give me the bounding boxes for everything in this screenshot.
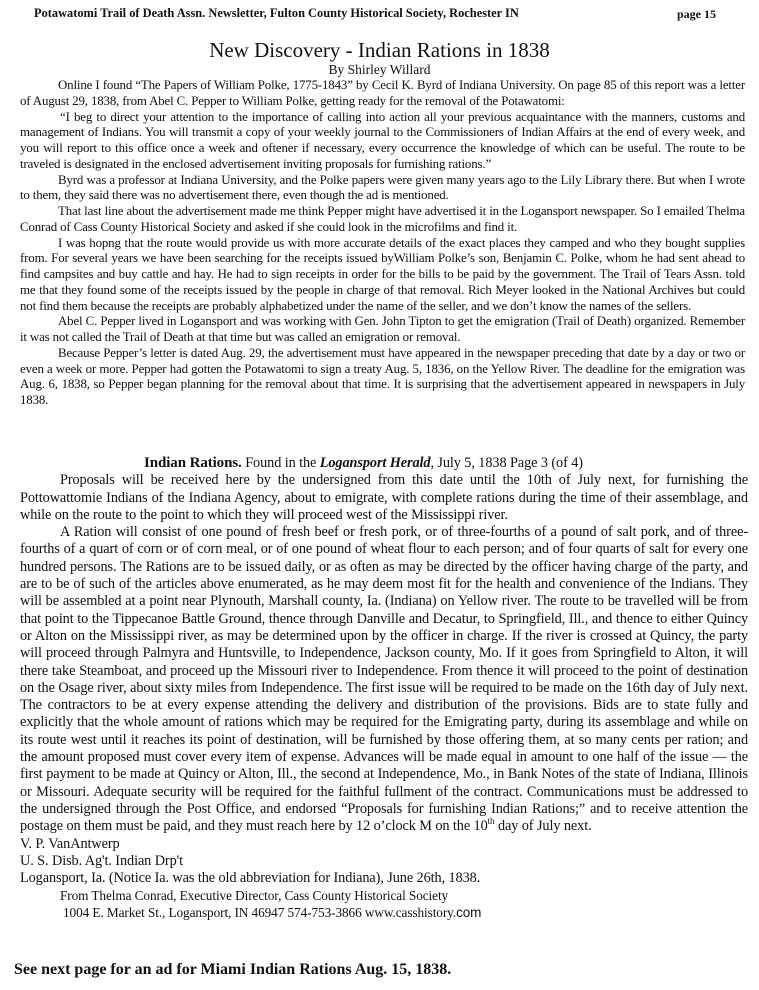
source-address-text: 1004 E. Market St., Logansport, IN 46947 574-753-3866 www.casshistory.	[63, 905, 457, 921]
signature-name: V. P. VanAntwerp	[20, 835, 120, 852]
article-body	[20, 78, 745, 409]
article-paragraph: Abel C. Pepper lived in Logansport and was working with Gen. John Tipton to get the emigration (Trail of Death) organized. Remember it was not called the Trail of Death at that time but was called an emigration or removal.	[20, 314, 745, 344]
article-paragraph: Online I found “The Papers of William Polke, 1775-1843” by Cecil K. Byrd of Indiana University. On page 85 of this report was a letter of August 29, 1838, from Abel C. Pepper to William Polke, getting ready for the removal of the Potawatomi:	[20, 78, 745, 108]
newspaper-name: Logansport Herald	[319, 455, 431, 471]
see-next-page-note: See next page for an ad for Miami Indian Rations Aug. 15, 1838.	[14, 961, 452, 978]
rations-body	[20, 524, 748, 835]
article-paragraph: Byrd was a professor at Indiana University, and the Polke papers were given many years ago to the Lily Library there. But when I wrote to them, they said there was no advertisement there, even though the ad is mentioned.	[20, 172, 745, 203]
page-header	[0, 4, 759, 24]
rations-date-info: , July 5, 1838 Page 3 (of 4)	[430, 455, 583, 471]
rations-body-end: day of July next.	[494, 818, 592, 835]
article-paragraph: I was hopng that the route would provide us with more accurate details of the exact places they camped and who they bought supplies from. For several years we have been searching for the receipts issued byWilliam Polke’s son, Benjamin C. Polke, whom he had sent ahead to find campsites and buy cattle and hay. He had to sign receipts in order for the bills to be paid by the government. The Trail of Tears Assn. told me that they found some of the receipts issued by the people in charge of that removal. Rich Meyer looked in the National Archives but could not find them because the receipts are probably alphabetized under the name of the seller, and we don’t know the names of the sellers.	[20, 235, 745, 313]
rations-intro: Proposals will be received here by the undersigned from this date until the 10th of July next, for furnishing the Pottowattomie Indians of the Indiana Agency, about to emigrate, with complete rations during the time of their assemblage, and while on the route to the point to which they will proceed west of the Mississippi river.	[20, 472, 748, 523]
source-url-suffix: com	[456, 905, 482, 921]
article-paragraph: Because Pepper’s letter is dated Aug. 29, the advertisement must have appeared in the newspaper preceding that date by a day or two or even a week or more. Pepper had gotten the Potawatomi to sign a treaty Aug. 5, 1836, on the Yellow River. The deadline for the emigration was Aug. 6, 1838, so Pepper began planning for the removal about that time. It is surprising that the advertisement appeared in newspapers in July 1838.	[20, 345, 745, 407]
newsletter-title: Potawatomi Trail of Death Assn. Newsletter, Fulton County Historical Society, Rochester IN	[34, 6, 519, 20]
page-number: page 15	[677, 7, 716, 21]
article-title: New Discovery - Indian Rations in 1838	[209, 38, 550, 62]
article-byline: By Shirley Willard	[328, 62, 431, 77]
rations-body-main: A Ration will consist of one pound of fresh beef or fresh pork, or of three-fourths of a pound of salt pork, and of three-fourths of a quart of corn or of corn meal, or of one pound of wheat flour to each person; and of four quarts of salt for every one hundred persons. The Rations are to be issued daily, or as often as may be directed by the officer having charge of the party, and are to be of such of the articles above enumerated, as he may deem most fit for the health and convenience of the Indians. They will be assembled at a point near Plynouth, Marshall county, Ia. (Indiana) on Yellow river. The route to be travelled will be from that point to the Tippecanoe Battle Ground, thence through Danville and Decatur, to Springfield, Ill., and thence to either Quincy or Alton on the Mississippi river, as may be determined upon by the officer in charge. If the river is crossed at Quincy, the party will proceed through Palmyra and Huntsville, to Independence, Jackson county, Mo. If it goes from Springfield to Alton, it will there take Steamboat, and proceed up the Missouri river to Independence. From thence it will proceed to the point of destination on the Osage river, about sixty miles from Independence. The first issue will be required to be made on the 16th day of July next. The contractors to be at every expense attending the delivery and distribution of the provisions. Bids are to state fully and explicitly that the whole amount of rations which may be required for the Emigrating party, during its assemblage and while on its route west until it reaches its point of destination, will be furnished by those offering them, at so many cents per ration; and the amount proposed must cover every item of expense. Advances will be made equal in amount to one half of the issue — the first payment to be made at Quincy or Alton, Ill., the second at Independence, Mo., in Bank Notes of the state of Indiana, Illinois or Missouri. Adequate security will be required for the faithful fullment of the contract. Communications must be addressed to the undersigned through the Post Office, and endorsed “Proposals for furnishing Indian Rations;” and to receive attention the postage on them must be paid, and they must reach here by 12 o’clock M on the 10	[20, 524, 748, 835]
article-quote: “I beg to direct your attention to the importance of calling into action all your previous acquaintance with the manners, customs and management of Indians. You will transmit a copy of your weekly journal to the Commissioners of Indian Affairs at the end of every week, and you will report to this office once a week and oftener if necessary, every occurrence the knowledge of which can be useful. The route to be traveled is designated in the enclosed advertisement inviting proposals for furnishing rations.”	[20, 109, 745, 171]
rations-body-sup: th	[487, 816, 495, 827]
rations-heading: Indian Rations.	[144, 455, 242, 471]
source-address	[20, 904, 748, 921]
rations-found-in: Found in the	[241, 455, 320, 471]
signature-place-date: Logansport, Ia. (Notice Ia. was the old abbreviation for Indiana), June 26th, 1838.	[20, 870, 481, 887]
source-credit: From Thelma Conrad, Executive Director, Cass County Historical Society	[60, 888, 449, 904]
rations-section	[20, 455, 748, 921]
rations-heading-line	[20, 455, 748, 472]
signature-title: U. S. Disb. Ag't. Indian Drp't	[20, 852, 183, 869]
article-paragraph: That last line about the advertisement made me think Pepper might have advertised it in the Logansport newspaper. So I emailed Thelma Conrad of Cass County Historical Society and asked if she could look in the microfilms and find it.	[20, 204, 745, 234]
